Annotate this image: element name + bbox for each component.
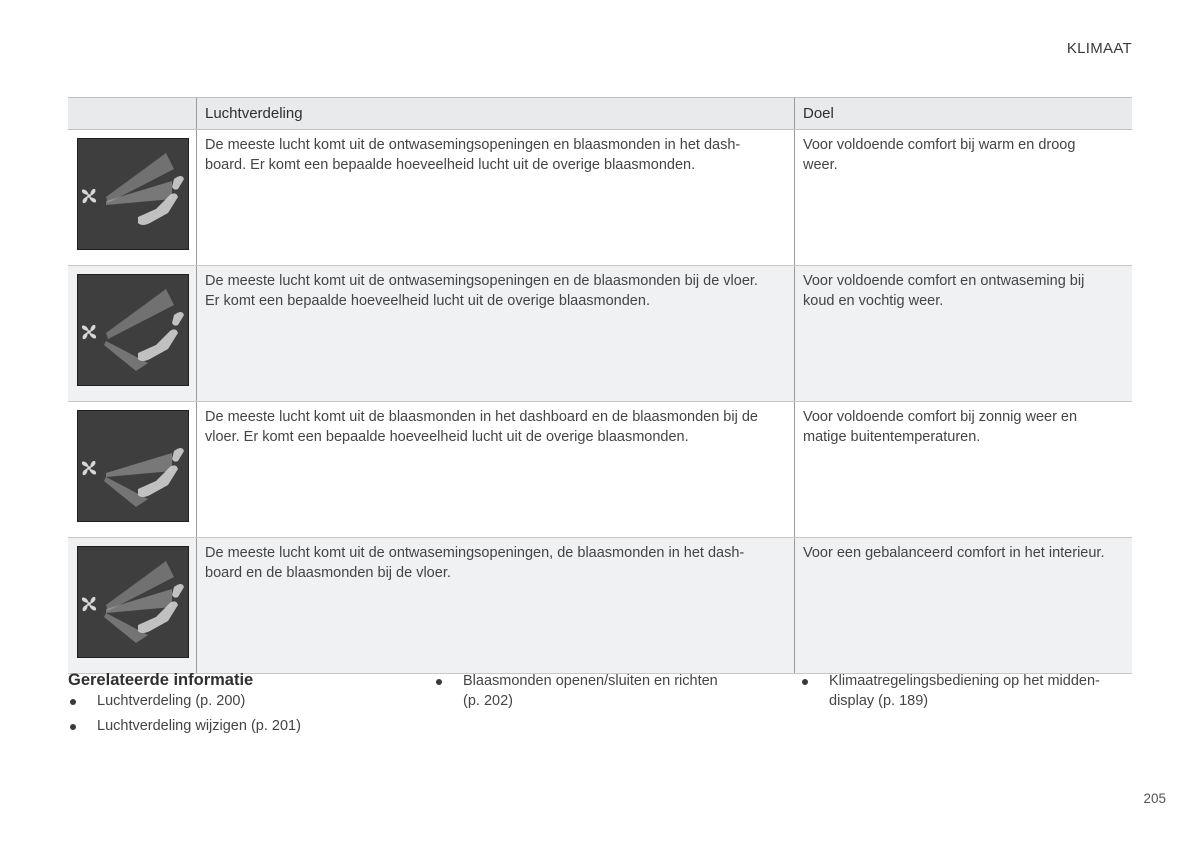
header-distribution: Luchtverdeling [197,98,795,130]
related-link[interactable]: Klimaatregelingsbediening op het midden- display (p. 189) [800,672,1120,711]
illustration-cell [68,266,197,402]
goal-cell: Voor voldoende comfort bij warm en droog weer. [795,130,1133,266]
table-header-row [68,98,1132,130]
distribution-cell: De meeste lucht komt uit de ontwasemingsopeningen en de blaasmonden bij de vloer. Er komt een bepaalde hoeveelheid lucht uit de overige blaasmonden. [197,266,795,402]
airflow-windshield-floor-icon [77,274,189,386]
bullet-icon [436,679,442,685]
table-row [68,538,1132,674]
illustration-cell [68,402,197,538]
related-column-2 [434,672,754,716]
section-title: KLIMAAT [1066,40,1132,57]
distribution-cell: De meeste lucht komt uit de blaasmonden in het dashboard en de blaasmonden bij de vloer. Er komt een bepaalde hoeveelheid lucht uit de overige blaasmonden. [197,402,795,538]
distribution-cell: De meeste lucht komt uit de ontwasemingsopeningen en blaasmonden in het dash- board. Er komt een bepaalde hoeveelheid lucht uit de overige blaasmonden. [197,130,795,266]
bullet-icon [802,679,808,685]
related-column-3 [800,672,1120,716]
bullet-icon [70,699,76,705]
header-image-column [68,98,197,130]
airflow-dashboard-floor-icon [77,410,189,522]
illustration-cell [68,538,197,674]
related-link[interactable]: Blaasmonden openen/sluiten en richten (p. 202) [434,672,754,711]
related-title: Gerelateerde informatie [68,671,254,689]
illustration-cell [68,130,197,266]
related-column-1 [68,692,398,741]
goal-cell: Voor voldoende comfort bij zonnig weer en matige buitentemperaturen. [795,402,1133,538]
table-row [68,130,1132,266]
related-link[interactable]: Luchtverdeling wijzigen (p. 201) [68,717,398,737]
related-link[interactable]: Luchtverdeling (p. 200) [68,692,398,712]
air-distribution-table [68,97,1132,674]
airflow-windshield-dashboard-icon [77,138,189,250]
table-row [68,266,1132,402]
airflow-all-vents-icon [77,546,189,658]
page-number: 205 [1143,791,1166,806]
header-goal: Doel [795,98,1133,130]
goal-cell: Voor een gebalanceerd comfort in het interieur. [795,538,1133,674]
bullet-icon [70,724,76,730]
goal-cell: Voor voldoende comfort en ontwaseming bij koud en vochtig weer. [795,266,1133,402]
distribution-cell: De meeste lucht komt uit de ontwasemingsopeningen, de blaasmonden in het dash- board en de blaasmonden bij de vloer. [197,538,795,674]
table-row [68,402,1132,538]
